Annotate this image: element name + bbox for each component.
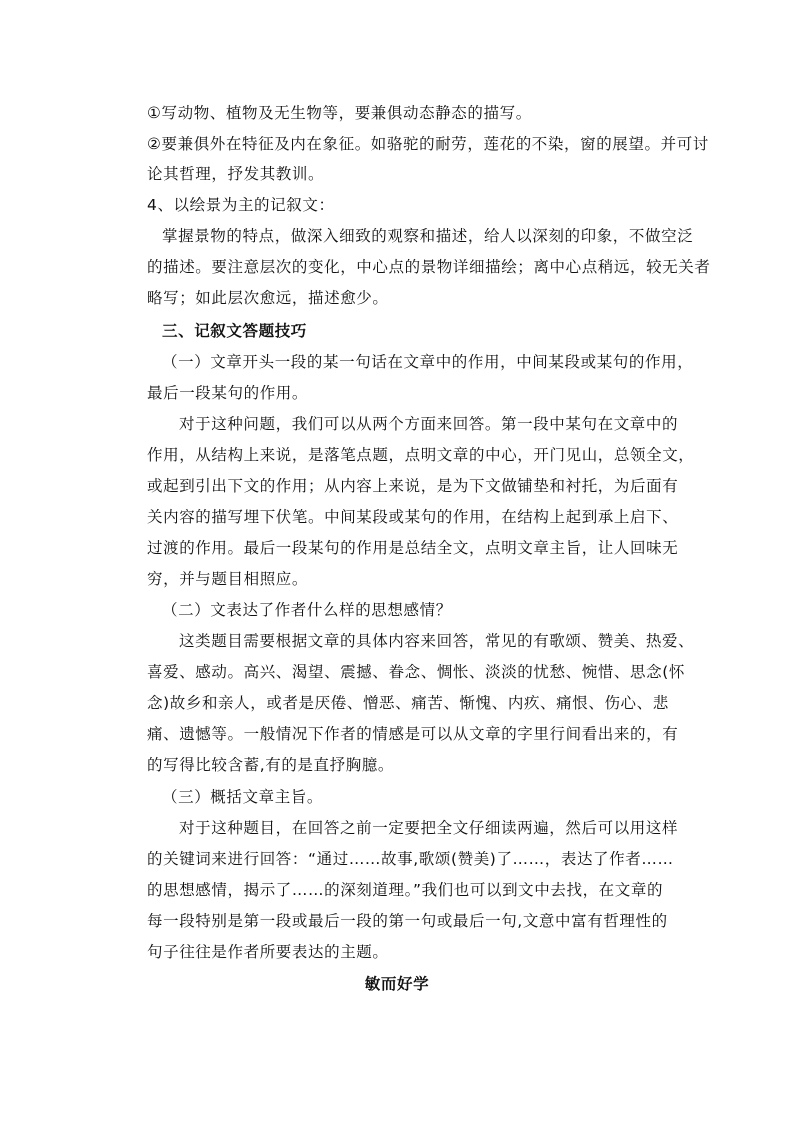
paragraph-line: 作用，从结构上来说，是落笔点题，点明文章的中心，开门见山，总领全文，	[147, 446, 695, 464]
paragraph-line: 略写；如此层次愈远，描述愈少。	[147, 289, 389, 307]
paragraph-line: 最后一段某句的作用。	[147, 384, 309, 402]
paragraph-line: 掌握景物的特点，做深入细致的观察和描述，给人以深刻的印象，不做空泛	[162, 227, 694, 245]
paragraph-line: 或起到引出下文的作用；从内容上来说，是为下文做铺垫和衬托，为后面有	[147, 477, 679, 495]
paragraph-line: 关内容的描写埋下伏笔。中间某段或某句的作用，在结构上起到承上启下、	[147, 508, 679, 526]
paragraph-line: 的思想感情，揭示了……的深刻道理。”我们也可以到文中去找，在文章的	[147, 881, 664, 899]
paragraph-line: ②要兼俱外在特征及内在象征。如骆驼的耐劳，莲花的不染，窗的展望。并可讨	[147, 135, 709, 153]
question-heading: （三）概括文章主旨。	[162, 788, 324, 806]
paragraph-line: 喜爱、感动。高兴、渴望、震撼、眷念、惆怅、淡淡的忧愁、惋惜、思念(怀	[147, 663, 685, 681]
paragraph-line: 过渡的作用。最后一段某句的作用是总结全文，点明文章主旨，让人回味无	[147, 539, 679, 557]
paragraph-line: 每一段特别是第一段或最后一段的第一句或最后一句,文意中富有哲理性的	[147, 912, 668, 930]
question-heading: （二）文表达了作者什么样的思想感情？	[162, 601, 452, 619]
paragraph-line: 句子往往是作者所要表达的主题。	[147, 943, 389, 961]
question-heading: （一）文章开头一段的某一句话在文章中的作用，中间某段或某句的作用，	[162, 353, 694, 371]
paragraph-line: 痛、遗憾等。一般情况下作者的情感是可以从文章的字里行间看出来的，有	[147, 725, 679, 743]
paragraph-line: 这类题目需要根据文章的具体内容来回答，常见的有歌颂、赞美、热爱、	[179, 632, 695, 650]
paragraph-line: 念)故乡和亲人，或者是厌倦、憎恶、痛苦、惭愧、内疚、痛恨、伤心、悲	[147, 694, 669, 712]
section-heading: 4、以绘景为主的记叙文：	[147, 196, 335, 214]
paragraph-line: ①写动物、植物及无生物等，要兼俱动态静态的描写。	[147, 104, 532, 122]
page-footer: 敏而好学	[364, 975, 430, 993]
paragraph-line: 的关键词来进行回答：“通过……故事,歌颂(赞美)了……，表达了作者……	[147, 850, 674, 868]
paragraph-line: 的描述。要注意层次的变化，中心点的景物详细描绘；离中心点稍远，较无关者	[147, 258, 711, 276]
section-heading: 三、记叙文答题技巧	[162, 322, 307, 340]
paragraph-line: 对于这种题目，在回答之前一定要把全文仔细读两遍，然后可以用这样	[179, 819, 679, 837]
paragraph-line: 对于这种问题，我们可以从两个方面来回答。第一段中某句在文章中的	[179, 415, 679, 433]
paragraph-line: 论其哲理，抒发其教训。	[147, 165, 325, 183]
paragraph-line: 穷，并与题目相照应。	[147, 570, 309, 588]
paragraph-line: 的写得比较含蓄,有的是直抒胸臆。	[147, 756, 395, 774]
